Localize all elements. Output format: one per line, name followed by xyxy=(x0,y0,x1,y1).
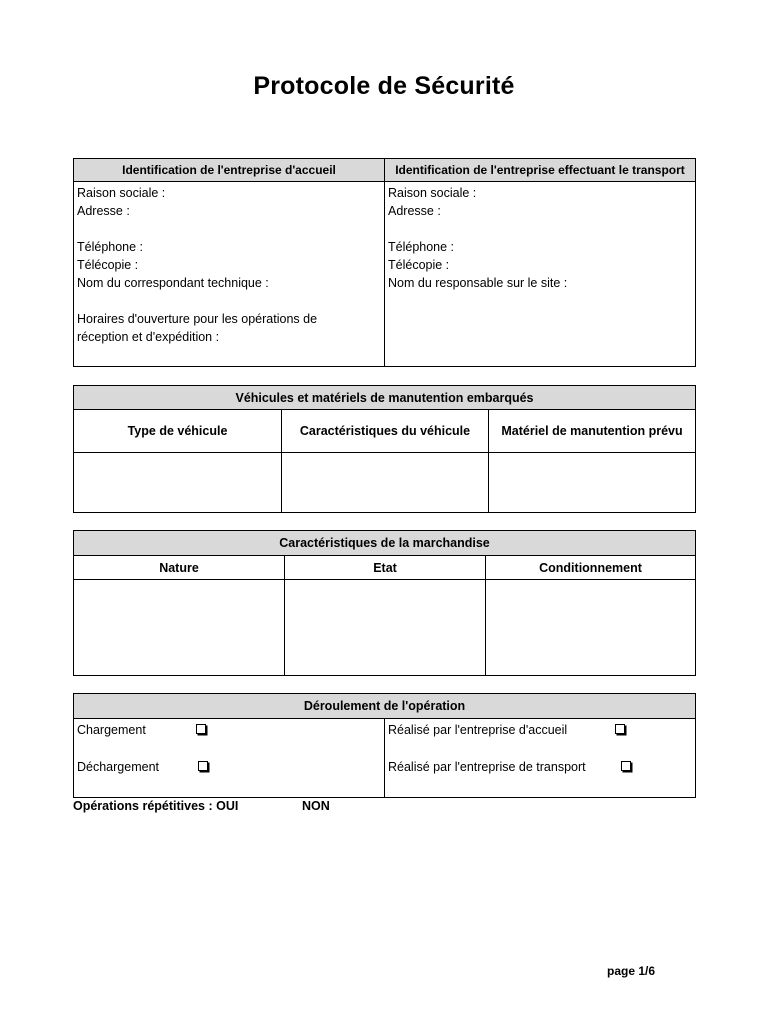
packaging-column: Conditionnement xyxy=(486,556,696,580)
unloading-label: Déchargement xyxy=(77,760,159,774)
by-host-checkbox[interactable] xyxy=(615,724,625,734)
host-phone-label: Téléphone : xyxy=(77,240,144,254)
vehicle-type-column: Type de véhicule xyxy=(74,410,282,453)
by-host-row xyxy=(388,721,692,758)
transport-company-header: Identification de l'entreprise effectuant le transport xyxy=(385,159,696,182)
loading-label: Chargement xyxy=(77,723,146,737)
state-column: Etat xyxy=(285,556,486,580)
repetitive-operations-no[interactable]: NON xyxy=(302,799,330,813)
packaging-cell[interactable] xyxy=(486,580,696,676)
identification-table xyxy=(73,158,696,367)
operation-performer-cell xyxy=(385,719,696,798)
loading-checkbox[interactable] xyxy=(196,724,206,734)
goods-header: Caractéristiques de la marchandise xyxy=(74,531,696,556)
vehicles-header: Véhicules et matériels de manutention embarqués xyxy=(74,386,696,410)
transport-phone-label: Téléphone : xyxy=(388,240,455,254)
unloading-row xyxy=(77,758,381,795)
spacer xyxy=(77,292,381,310)
page-number: page 1/6 xyxy=(607,964,656,978)
handling-equipment-column: Matériel de manutention prévu xyxy=(489,410,696,453)
transport-site-manager-label: Nom du responsable sur le site : xyxy=(388,276,568,290)
host-technical-contact-label: Nom du correspondant technique : xyxy=(77,276,269,290)
host-opening-hours-label-2: réception et d'expédition : xyxy=(77,330,220,344)
operation-type-cell xyxy=(74,719,385,798)
state-cell[interactable] xyxy=(285,580,486,676)
host-fax-label: Télécopie : xyxy=(77,258,139,272)
host-company-name-label: Raison sociale : xyxy=(77,186,166,200)
loading-row xyxy=(77,721,381,758)
spacer xyxy=(388,220,692,238)
host-address-label: Adresse : xyxy=(77,204,130,218)
vehicles-table xyxy=(73,385,696,513)
goods-table xyxy=(73,530,696,676)
by-transport-row xyxy=(388,758,692,795)
transport-fax-label: Télécopie : xyxy=(388,258,450,272)
spacer xyxy=(77,220,381,238)
handling-equipment-cell[interactable] xyxy=(489,453,696,513)
by-host-label: Réalisé par l'entreprise d'accueil xyxy=(388,723,568,737)
vehicle-characteristics-cell[interactable] xyxy=(282,453,489,513)
by-transport-checkbox[interactable] xyxy=(621,761,631,771)
by-transport-label: Réalisé par l'entreprise de transport xyxy=(388,760,586,774)
vehicle-characteristics-column: Caractéristiques du véhicule xyxy=(282,410,489,453)
host-company-fields[interactable] xyxy=(74,182,385,367)
nature-column: Nature xyxy=(74,556,285,580)
unloading-checkbox[interactable] xyxy=(198,761,208,771)
transport-company-fields[interactable] xyxy=(385,182,696,367)
vehicle-type-cell[interactable] xyxy=(74,453,282,513)
page-title: Protocole de Sécurité xyxy=(253,72,515,100)
transport-address-label: Adresse : xyxy=(388,204,441,218)
nature-cell[interactable] xyxy=(74,580,285,676)
host-opening-hours-label-1: Horaires d'ouverture pour les opérations de xyxy=(77,312,318,326)
repetitive-operations-yes[interactable]: Opérations répétitives : OUI xyxy=(73,799,239,813)
transport-company-name-label: Raison sociale : xyxy=(388,186,477,200)
operation-table xyxy=(73,693,696,798)
host-company-header: Identification de l'entreprise d'accueil xyxy=(74,159,385,182)
operation-header: Déroulement de l'opération xyxy=(74,694,696,719)
